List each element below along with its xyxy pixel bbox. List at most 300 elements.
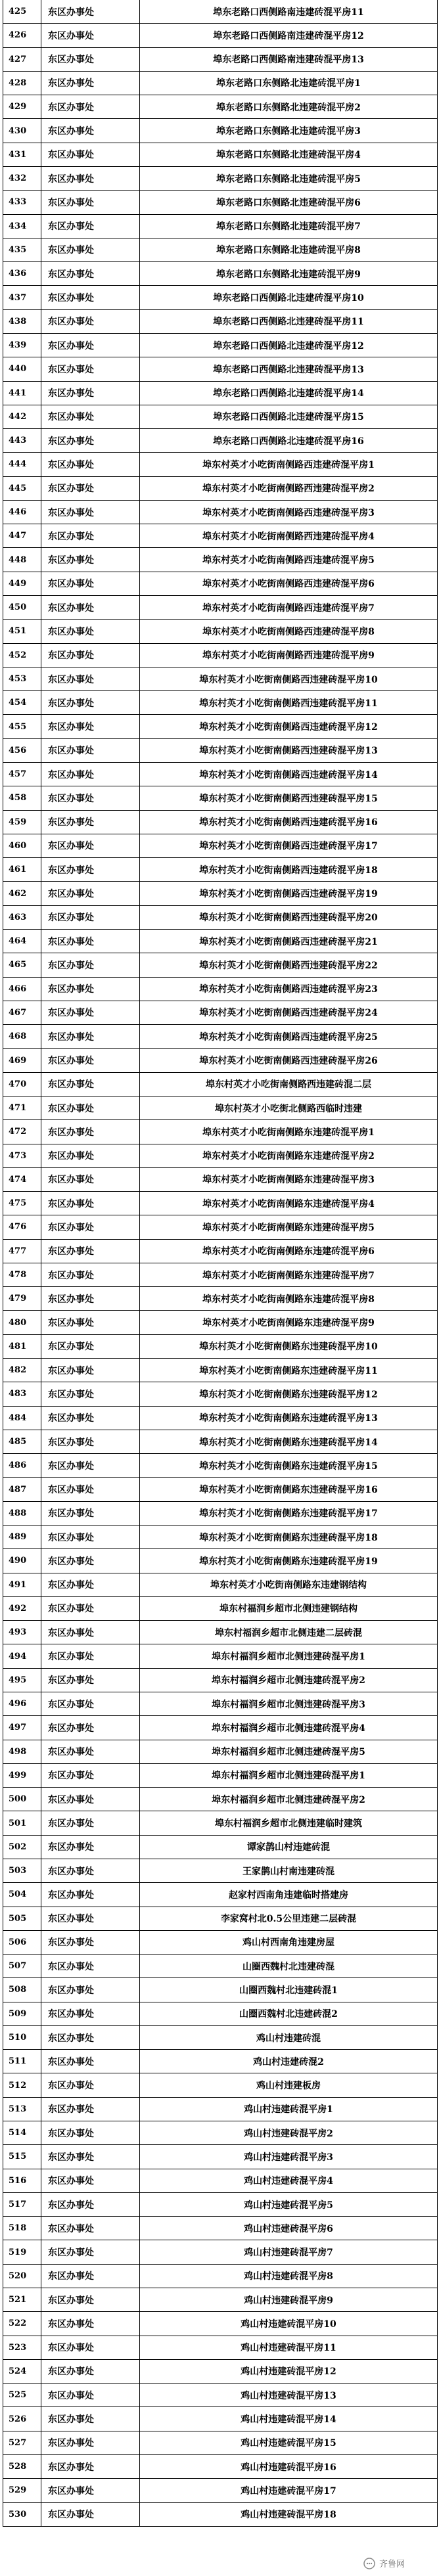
row-office: 东区办事处 [41,1811,140,1834]
row-building-name: 埠东老路口西侧路南违建砖混平房13 [213,55,364,66]
row-office: 东区办事处 [41,906,140,929]
row-number: 501 [3,1811,41,1834]
table-row [3,1669,437,1692]
table-row [3,1311,437,1334]
table-row [3,1240,437,1263]
row-building-name: 埠东村福润乡超市北侧违建砖混平房1 [212,1652,365,1663]
row-office: 东区办事处 [41,596,140,619]
row-office: 东区办事处 [41,95,140,118]
row-building-name: 埠东村英才小吃街南侧路东违建砖混平房5 [202,1222,375,1233]
table-row [3,1788,437,1811]
table-row [3,1407,437,1430]
row-building-name: 埠东村英才小吃街南侧路东违建砖混平房11 [199,1365,378,1376]
row-office: 东区办事处 [41,620,140,643]
table-row [3,453,437,476]
row-office: 东区办事处 [41,715,140,738]
row-building-name: 山圈西魏村北违建砖混 [243,1961,335,1972]
table-row [3,143,437,167]
row-number: 522 [3,2312,41,2335]
table-row [3,262,437,286]
row-building-name: 鸡山村违建砖混2 [253,2056,324,2068]
row-number: 450 [3,596,41,619]
row-building-name: 埠东村英才小吃街南侧路东违建砖混平房6 [202,1246,375,1257]
row-building-name: 埠东村英才小吃街南侧路东违建砖混平房3 [202,1175,375,1186]
table-row [3,1621,437,1644]
row-number: 505 [3,1907,41,1930]
row-building-name: 鸡山村违建砖混平房17 [241,2485,336,2497]
table-row [3,72,437,95]
table-row [3,1478,437,1501]
row-number: 449 [3,572,41,595]
table-row [3,2121,437,2145]
table-row [3,382,437,405]
row-office: 东区办事处 [41,2503,140,2526]
table-row [3,882,437,905]
row-building-name: 王家鹊山村南违建砖混 [243,1866,335,1877]
table-row [3,1215,437,1239]
table-row [3,2240,437,2264]
table-row [3,1573,437,1597]
row-office: 东区办事处 [41,2050,140,2073]
table-row [3,1382,437,1406]
row-office: 东区办事处 [41,119,140,142]
row-building-name: 埠东老路口西侧路北违建砖混平房13 [213,364,364,375]
row-number: 487 [3,1478,41,1501]
row-office: 东区办事处 [41,1120,140,1143]
row-number: 425 [3,0,41,23]
table-row [3,953,437,977]
row-office: 东区办事处 [41,0,140,23]
row-office: 东区办事处 [41,1049,140,1072]
row-number: 433 [3,191,41,214]
table-row [3,763,437,786]
table-row [3,1978,437,2002]
row-building-name: 埠东村英才小吃街南侧路西违建砖混平房15 [199,793,378,804]
row-number: 517 [3,2193,41,2216]
row-building-name: 鸡山村违建砖混平房12 [241,2366,336,2378]
row-building-name: 埠东村英才小吃街南侧路西违建砖混平房25 [199,1031,378,1043]
row-building-name: 埠东村福润乡超市北侧违建砖混平房4 [212,1723,365,1734]
row-building-name: 埠东村英才小吃街南侧路西违建砖混平房7 [202,602,375,614]
row-office: 东区办事处 [41,1597,140,1620]
row-number: 428 [3,72,41,95]
row-number: 495 [3,1669,41,1692]
row-number: 443 [3,429,41,452]
row-office: 东区办事处 [41,286,140,309]
row-building-name: 埠东村英才小吃街南侧路西违建砖混平房17 [199,841,378,852]
row-building-name: 埠东村英才小吃街南侧路东违建砖混平房15 [199,1460,378,1472]
table-row [3,906,437,930]
table-row [3,2407,437,2431]
row-office: 东区办事处 [41,1740,140,1763]
table-row [3,2288,437,2312]
row-office: 东区办事处 [41,1382,140,1405]
row-office: 东区办事处 [41,1621,140,1644]
row-office: 东区办事处 [41,1407,140,1430]
table-row [3,1955,437,1978]
row-building-name: 鸡山村违建砖混平房18 [241,2510,336,2521]
row-number: 475 [3,1192,41,1215]
row-number: 497 [3,1716,41,1739]
row-office: 东区办事处 [41,143,140,166]
row-office: 东区办事处 [41,2193,140,2216]
table-row [3,1692,437,1716]
table-row [3,477,437,501]
row-office: 东区办事处 [41,48,140,71]
table-row [3,48,437,72]
table-row [3,1931,437,1955]
row-building-name: 鸡山村违建砖混平房9 [244,2295,333,2306]
row-office: 东区办事处 [41,167,140,190]
table-row [3,2312,437,2336]
row-number: 451 [3,620,41,643]
table-row [3,95,437,119]
row-number: 514 [3,2121,41,2144]
row-office: 东区办事处 [41,262,140,285]
row-office: 东区办事处 [41,238,140,261]
table-row [3,2193,437,2217]
row-office: 东区办事处 [41,191,140,214]
row-office: 东区办事处 [41,429,140,452]
row-number: 502 [3,1836,41,1859]
row-building-name: 鸡山村违建砖混平房15 [241,2438,336,2449]
row-office: 东区办事处 [41,453,140,476]
row-building-name: 埠东村英才小吃街南侧路东违建砖混平房13 [199,1413,378,1424]
row-office: 东区办事处 [41,1716,140,1739]
row-office: 东区办事处 [41,477,140,500]
table-row [3,786,437,810]
row-number: 461 [3,858,41,881]
row-number: 473 [3,1144,41,1167]
row-building-name: 埠东村英才小吃街南侧路西违建砖混平房14 [199,769,378,780]
table-row [3,1001,437,1025]
table-row [3,2098,437,2121]
row-building-name: 埠东村英才小吃街南侧路东违建砖混平房19 [199,1556,378,1567]
row-number: 511 [3,2050,41,2073]
row-number: 453 [3,667,41,690]
row-building-name: 鸡山村违建砖混平房5 [244,2200,333,2211]
row-building-name: 赵家村西南角违建临时搭建房 [229,1889,348,1901]
row-office: 东区办事处 [41,1525,140,1548]
row-building-name: 埠东老路口西侧路南违建砖混平房12 [213,30,364,41]
row-office: 东区办事处 [41,1955,140,1977]
row-number: 488 [3,1502,41,1525]
table-row [3,834,437,858]
row-building-name: 鸡山村违建砖混平房14 [241,2414,336,2426]
table-row [3,811,437,834]
row-office: 东区办事处 [41,1430,140,1453]
table-row [3,2026,437,2050]
row-building-name: 埠东村英才小吃街南侧路西违建砖混平房12 [199,722,378,733]
row-office: 东区办事处 [41,739,140,762]
table-row [3,501,437,524]
table-row [3,2431,437,2455]
row-number: 525 [3,2384,41,2407]
row-number: 504 [3,1883,41,1906]
table-row [3,24,437,47]
table-row [3,1907,437,1931]
row-number: 459 [3,811,41,834]
row-building-name: 鸡山村违建砖混平房10 [241,2318,336,2330]
row-number: 480 [3,1311,41,1334]
row-building-name: 埠东老路口东侧路北违建砖混平房4 [216,150,361,161]
row-building-name: 埠东村福润乡超市北侧违建二层砖混 [215,1627,362,1638]
row-office: 东区办事处 [41,1073,140,1096]
table-row [3,1644,437,1668]
row-building-name: 埠东村英才小吃街南侧路西违建砖混平房18 [199,865,378,876]
row-building-name: 埠东村英才小吃街南侧路东违建砖混平房8 [202,1294,375,1305]
row-building-name: 鸡山村违建砖混平房11 [241,2343,336,2354]
row-office: 东区办事处 [41,1836,140,1859]
row-building-name: 埠东老路口东侧路北违建砖混平房1 [216,78,361,89]
row-number: 526 [3,2407,41,2430]
row-number: 476 [3,1215,41,1238]
row-building-name: 埠东村英才小吃街南侧路东违建砖混平房17 [199,1508,378,1520]
row-office: 东区办事处 [41,2384,140,2407]
row-building-name: 埠东村福润乡超市北侧违建砖混平房5 [212,1747,365,1758]
row-office: 东区办事处 [41,667,140,690]
row-number: 455 [3,715,41,738]
row-office: 东区办事处 [41,72,140,95]
table-row [3,2145,437,2169]
row-building-name: 鸡山村西南角违建房屋 [243,1937,335,1949]
row-office: 东区办事处 [41,1096,140,1119]
row-building-name: 埠东老路口东侧路北违建砖混平房9 [216,269,361,280]
table-row [3,620,437,643]
row-office: 东区办事处 [41,357,140,380]
table-row [3,1859,437,1883]
row-number: 446 [3,501,41,524]
row-office: 东区办事处 [41,930,140,953]
table-row [3,1287,437,1311]
row-number: 464 [3,930,41,953]
table-row [3,1168,437,1192]
row-office: 东区办事处 [41,215,140,238]
row-building-name: 鸡山村违建砖混平房8 [244,2271,333,2282]
row-office: 东区办事处 [41,2431,140,2454]
row-number: 519 [3,2240,41,2263]
row-office: 东区办事处 [41,1764,140,1787]
row-office: 东区办事处 [41,1644,140,1667]
row-number: 486 [3,1454,41,1477]
row-building-name: 埠东老路口西侧路北违建砖混平房12 [213,340,364,351]
row-number: 427 [3,48,41,71]
row-building-name: 埠东村福润乡超市北侧违建砖混平房2 [212,1794,365,1805]
row-number: 438 [3,310,41,333]
row-building-name: 埠东村英才小吃街南侧路西违建砖混平房4 [202,531,375,542]
row-building-name: 埠东老路口东侧路北违建砖混平房5 [216,173,361,185]
row-number: 527 [3,2431,41,2454]
row-office: 东区办事处 [41,2169,140,2192]
row-building-name: 埠东村英才小吃街南侧路西违建砖混平房1 [202,459,375,470]
row-building-name: 埠东村英才小吃街南侧路东违建砖混平房16 [199,1485,378,1496]
row-number: 448 [3,548,41,571]
table-row [3,1597,437,1621]
row-office: 东区办事处 [41,1359,140,1382]
row-number: 463 [3,906,41,929]
table-row [3,167,437,191]
row-number: 460 [3,834,41,857]
row-number: 493 [3,1621,41,1644]
row-building-name: 埠东老路口西侧路北违建砖混平房16 [213,436,364,447]
row-number: 516 [3,2169,41,2192]
table-row [3,357,437,381]
table-row [3,1716,437,1740]
row-office: 东区办事处 [41,834,140,857]
row-office: 东区办事处 [41,2407,140,2430]
row-building-name: 鸡山村违建砖混平房7 [244,2248,333,2259]
row-number: 445 [3,477,41,500]
table-row [3,667,437,691]
row-office: 东区办事处 [41,2098,140,2121]
row-building-name: 埠东村福润乡超市北侧违建砖混平房3 [212,1699,365,1710]
row-number: 510 [3,2026,41,2049]
row-office: 东区办事处 [41,882,140,905]
table-row [3,1359,437,1382]
chat-bubble-icon [363,2558,375,2569]
row-office: 东区办事处 [41,501,140,524]
row-office: 东区办事处 [41,953,140,976]
row-number: 518 [3,2217,41,2240]
row-number: 498 [3,1740,41,1763]
row-number: 472 [3,1120,41,1143]
row-office: 东区办事处 [41,2026,140,2049]
table-row [3,1335,437,1359]
table-row [3,1192,437,1215]
table-row [3,405,437,429]
row-number: 471 [3,1096,41,1119]
row-office: 东区办事处 [41,382,140,405]
row-number: 447 [3,524,41,547]
row-number: 462 [3,882,41,905]
table-row [3,1049,437,1072]
table-row [3,1096,437,1120]
table-row [3,1549,437,1573]
row-office: 东区办事处 [41,1883,140,1906]
row-building-name: 埠东村英才小吃街南侧路东违建砖混平房7 [202,1270,375,1281]
row-number: 496 [3,1692,41,1715]
row-number: 491 [3,1573,41,1596]
row-number: 452 [3,644,41,667]
row-building-name: 埠东村英才小吃街南侧路西违建砖混平房21 [199,936,378,947]
row-office: 东区办事处 [41,1025,140,1048]
row-building-name: 鸡山村违建砖混平房6 [244,2223,333,2234]
table-row [3,1811,437,1835]
table-row [3,1836,437,1859]
row-number: 483 [3,1382,41,1405]
row-office: 东区办事处 [41,1192,140,1215]
row-building-name: 埠东村英才小吃街南侧路东违建钢结构 [210,1580,367,1591]
row-office: 东区办事处 [41,2288,140,2311]
row-number: 482 [3,1359,41,1382]
row-number: 492 [3,1597,41,1620]
row-number: 523 [3,2336,41,2359]
row-office: 东区办事处 [41,2479,140,2502]
row-building-name: 埠东村英才小吃街南侧路西违建砖混平房10 [199,674,378,685]
table-row [3,1502,437,1525]
row-building-name: 埠东老路口西侧路北违建砖混平房14 [213,388,364,399]
row-building-name: 鸡山村违建砖混平房4 [244,2176,333,2187]
row-number: 489 [3,1525,41,1548]
row-building-name: 鸡山村违建砖混平房2 [244,2128,333,2139]
row-office: 东区办事处 [41,1931,140,1954]
row-building-name: 山圈西魏村北违建砖混1 [239,1985,338,1996]
row-office: 东区办事处 [41,2145,140,2168]
row-number: 431 [3,143,41,166]
table-row [3,2479,437,2502]
row-number: 429 [3,95,41,118]
row-number: 509 [3,2002,41,2025]
row-office: 东区办事处 [41,2312,140,2335]
row-building-name: 埠东老路口东侧路北违建砖混平房7 [216,221,361,233]
row-office: 东区办事处 [41,2121,140,2144]
table-row [3,2360,437,2384]
row-building-name: 埠东村英才小吃街南侧路西违建砖混平房3 [202,507,375,518]
row-number: 478 [3,1263,41,1286]
row-building-name: 埠东村英才小吃街南侧路东违建砖混平房2 [202,1151,375,1162]
row-building-name: 埠东村英才小吃街北侧路西临时违建 [215,1103,362,1114]
row-number: 439 [3,334,41,357]
row-building-name: 埠东村英才小吃街南侧路东违建砖混平房10 [199,1342,378,1353]
row-building-name: 埠东村英才小吃街南侧路东违建砖混平房14 [199,1437,378,1448]
row-building-name: 埠东村英才小吃街南侧路东违建砖混平房12 [199,1389,378,1400]
row-building-name: 埠东村福润乡超市北侧违建临时建筑 [215,1819,362,1830]
row-office: 东区办事处 [41,2002,140,2025]
row-building-name: 谭家鹊山村违建砖混 [247,1842,330,1853]
table-row [3,310,437,334]
row-office: 东区办事处 [41,1788,140,1811]
row-number: 435 [3,238,41,261]
row-building-name: 埠东老路口东侧路北违建砖混平房2 [216,102,361,113]
row-number: 499 [3,1764,41,1787]
row-building-name: 埠东村英才小吃街南侧路西违建砖混平房13 [199,746,378,757]
table-row [3,596,437,620]
row-building-name: 李家窝村北0.5公里违建二层砖混 [220,1914,357,1925]
row-number: 513 [3,2098,41,2121]
row-building-name: 埠东村英才小吃街南侧路西违建砖混平房2 [202,484,375,495]
row-office: 东区办事处 [41,2240,140,2263]
row-office: 东区办事处 [41,405,140,428]
row-building-name: 鸡山村违建砖混平房16 [241,2462,336,2473]
row-number: 454 [3,691,41,714]
row-office: 东区办事处 [41,1287,140,1310]
table-row [3,2336,437,2360]
table-row [3,644,437,667]
row-number: 467 [3,1001,41,1024]
row-number: 466 [3,978,41,1001]
row-office: 东区办事处 [41,2265,140,2288]
table-row [3,1525,437,1549]
row-building-name: 埠东村英才小吃街南侧路西违建砖混平房16 [199,817,378,828]
row-building-name: 鸡山村违建砖混平房13 [241,2390,336,2401]
demolition-list-table [3,0,438,2527]
row-number: 434 [3,215,41,238]
table-row [3,1764,437,1788]
table-row [3,429,437,453]
row-building-name: 埠东村英才小吃街南侧路西违建砖混平房9 [202,650,375,662]
table-row [3,1740,437,1764]
row-office: 东区办事处 [41,1215,140,1238]
row-office: 东区办事处 [41,2217,140,2240]
row-office: 东区办事处 [41,1335,140,1358]
table-row [3,524,437,548]
row-number: 456 [3,739,41,762]
table-row [3,191,437,214]
table-row [3,238,437,262]
row-number: 521 [3,2288,41,2311]
row-building-name: 埠东村英才小吃街南侧路东违建砖混平房18 [199,1532,378,1543]
row-office: 东区办事处 [41,524,140,547]
